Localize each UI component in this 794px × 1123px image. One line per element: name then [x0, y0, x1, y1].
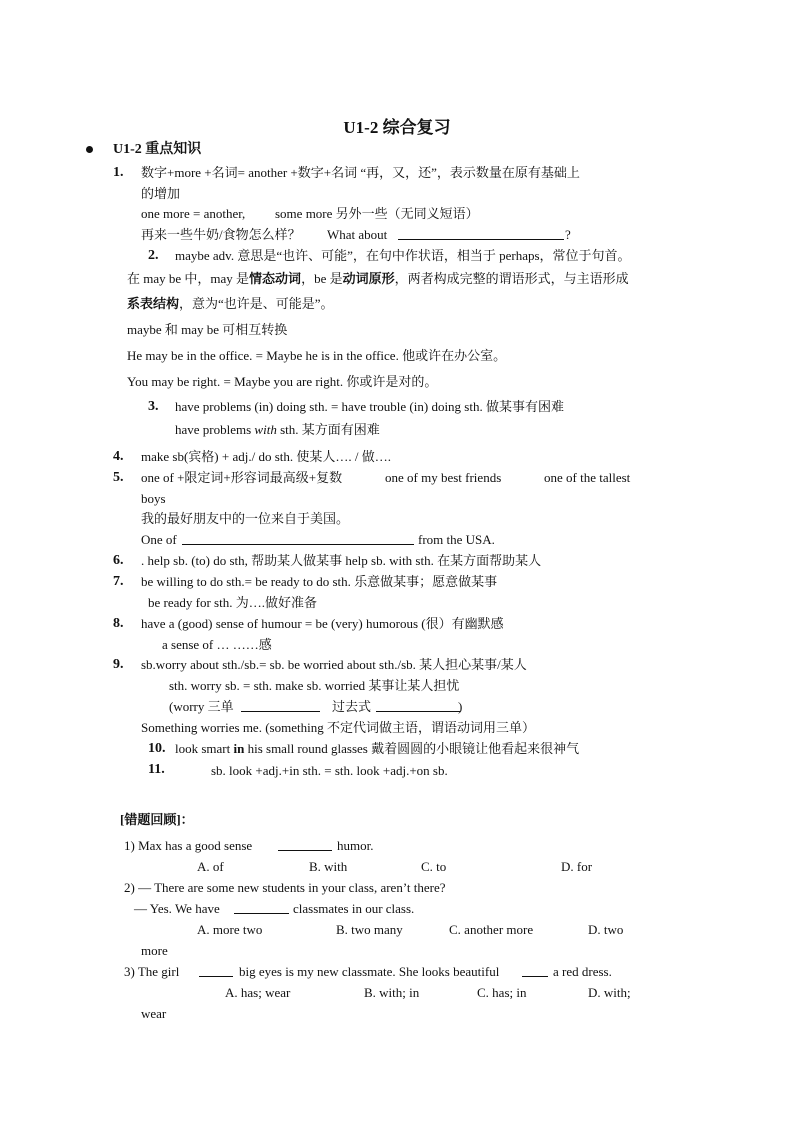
item-5-line-a3: one of the tallest [544, 470, 631, 485]
item-5-line-a1: one of +限定词+形容词最高级+复数 [141, 470, 343, 485]
answer-blank [182, 533, 414, 545]
question-1-option: A. of [197, 859, 224, 874]
item-2-line-e: He may be in the office. = Maybe he is in the office. 他或许在办公室。 [127, 348, 507, 363]
question-1-end: humor. [337, 838, 374, 853]
item-number-4: 4. [113, 449, 124, 464]
item-number-3: 3. [148, 399, 159, 414]
question-3-option: B. with; in [364, 985, 420, 1000]
question-3-option: A. has; wear [225, 985, 291, 1000]
item-number-7: 7. [113, 574, 124, 589]
item-1-line-b: 的增加 [141, 186, 181, 201]
question-1-option: C. to [421, 859, 447, 874]
question-1-option: B. with [309, 859, 348, 874]
item-1-line-c2: some more 另外一些（无同义短语） [275, 206, 479, 221]
question-2-option: D. two [588, 922, 624, 937]
item-9-line-c3: ) [458, 699, 463, 714]
item-7-line-a: be willing to do sth.= be ready to do sth. 乐意做某事；愿意做某事 [141, 574, 498, 589]
page-title: U1-2 综合复习 [343, 118, 451, 137]
item-1-line-d2: What about [327, 227, 388, 242]
item-1-line-c1: one more = another, [141, 206, 246, 221]
item-8-line-b: a sense of … ……感 [162, 637, 272, 652]
item-2-line-f: You may be right. = Maybe you are right. 你或许是对的。 [127, 374, 438, 389]
item-8-line-a: have a (good) sense of humour = be (very) humorous (很）有幽默感 [141, 616, 504, 631]
item-2-line-d: maybe 和 may be 可相互转换 [127, 322, 288, 337]
question-2-option: A. more two [197, 922, 263, 937]
item-number-6: 6. [113, 553, 124, 568]
question-1-option: D. for [561, 859, 593, 874]
question-2-option: C. another more [449, 922, 534, 937]
answer-blank [241, 700, 320, 712]
item-9-line-b: sth. worry sb. = sth. make sb. worried 某事让某人担忧 [169, 678, 460, 693]
item-3-line-b: have problems with sth. 某方面有困难 [175, 422, 380, 437]
item-5-line-d2: from the USA. [418, 532, 495, 547]
item-number-1: 1. [113, 165, 124, 180]
item-2-line-a: maybe adv. 意思是“也许、可能”，在句中作状语，相当于 perhaps，常位于句首。 [175, 248, 631, 263]
question-3-mid: big eyes is my new classmate. She looks beautiful [239, 964, 500, 979]
answer-blank [522, 965, 548, 977]
item-2-line-b: 在 may be 中，may 是情态动词，be 是动词原形，两者构成完整的谓语形式，与主语形成 [127, 271, 629, 286]
item-1-line-d1: 再来一些牛奶/食物怎么样？ [141, 227, 301, 242]
item-5-line-d1: One of [141, 532, 177, 547]
item-6-line: . help sb. (to) do sth, 帮助某人做某事 help sb. with sth. 在某方面帮助某人 [141, 553, 542, 568]
item-number-2: 2. [148, 248, 159, 263]
item-2-line-c: 系表结构，意为“也许是、可能是”。 [127, 296, 334, 311]
answer-blank [398, 228, 564, 240]
item-number-9: 9. [113, 657, 124, 672]
bullet-icon [86, 146, 93, 153]
item-9-line-c2: 过去式 [332, 699, 372, 714]
item-5-line-c: 我的最好朋友中的一位来自于美国。 [141, 511, 350, 526]
question-3-option: C. has; in [477, 985, 527, 1000]
item-10-line: look smart in his small round glasses 戴着圆圆的小眼镜让他看起来很神气 [175, 741, 580, 756]
item-9-line-a: sb.worry about sth./sb.= sb. be worried about sth./sb. 某人担心某事/某人 [141, 657, 527, 672]
item-number-11: 11. [148, 762, 165, 777]
item-9-line-c1: (worry 三单 [169, 699, 234, 714]
section-heading: U1-2 重点知识 [113, 142, 202, 157]
item-1-line-d3: ? [565, 227, 571, 242]
question-2-answer-line: — Yes. We have [134, 901, 220, 916]
question-2-option-wrap: more [141, 943, 168, 958]
question-3: 3) The girl [124, 964, 180, 979]
question-1: 1) Max has a good sense [124, 838, 253, 853]
question-2-answer-end: classmates in our class. [293, 901, 415, 916]
answer-blank [234, 902, 289, 914]
item-number-10: 10. [148, 741, 166, 756]
question-2: 2) — There are some new students in your class, aren’t there? [124, 880, 446, 895]
item-11-line: sb. look +adj.+in sth. = sth. look +adj.+on sb. [211, 763, 448, 778]
question-3-end: a red dress. [553, 964, 612, 979]
item-3-line-a: have problems (in) doing sth. = have trouble (in) doing sth. 做某事有困难 [175, 399, 564, 414]
item-4-line: make sb(宾格) + adj./ do sth. 使某人…. / 做…. [141, 449, 391, 464]
question-2-option: B. two many [336, 922, 403, 937]
item-5-line-b: boys [141, 491, 166, 506]
item-9-line-d: Something worries me. (something 不定代词做主语，谓语动词用三单） [141, 720, 535, 735]
answer-blank [199, 965, 233, 977]
question-3-option: D. with; [588, 985, 631, 1000]
answer-blank [278, 839, 332, 851]
item-5-line-a2: one of my best friends [385, 470, 502, 485]
question-3-option-wrap: wear [141, 1006, 167, 1021]
answer-blank [376, 700, 460, 712]
item-7-line-b: be ready for sth. 为….做好准备 [148, 595, 317, 610]
item-number-5: 5. [113, 470, 124, 485]
review-heading: [错题回顾]： [120, 812, 194, 827]
item-number-8: 8. [113, 616, 124, 631]
item-1-line-a: 数字+more +名词= another +数字+名词 “再，又，还”，表示数量在原有基础上 [141, 165, 580, 180]
